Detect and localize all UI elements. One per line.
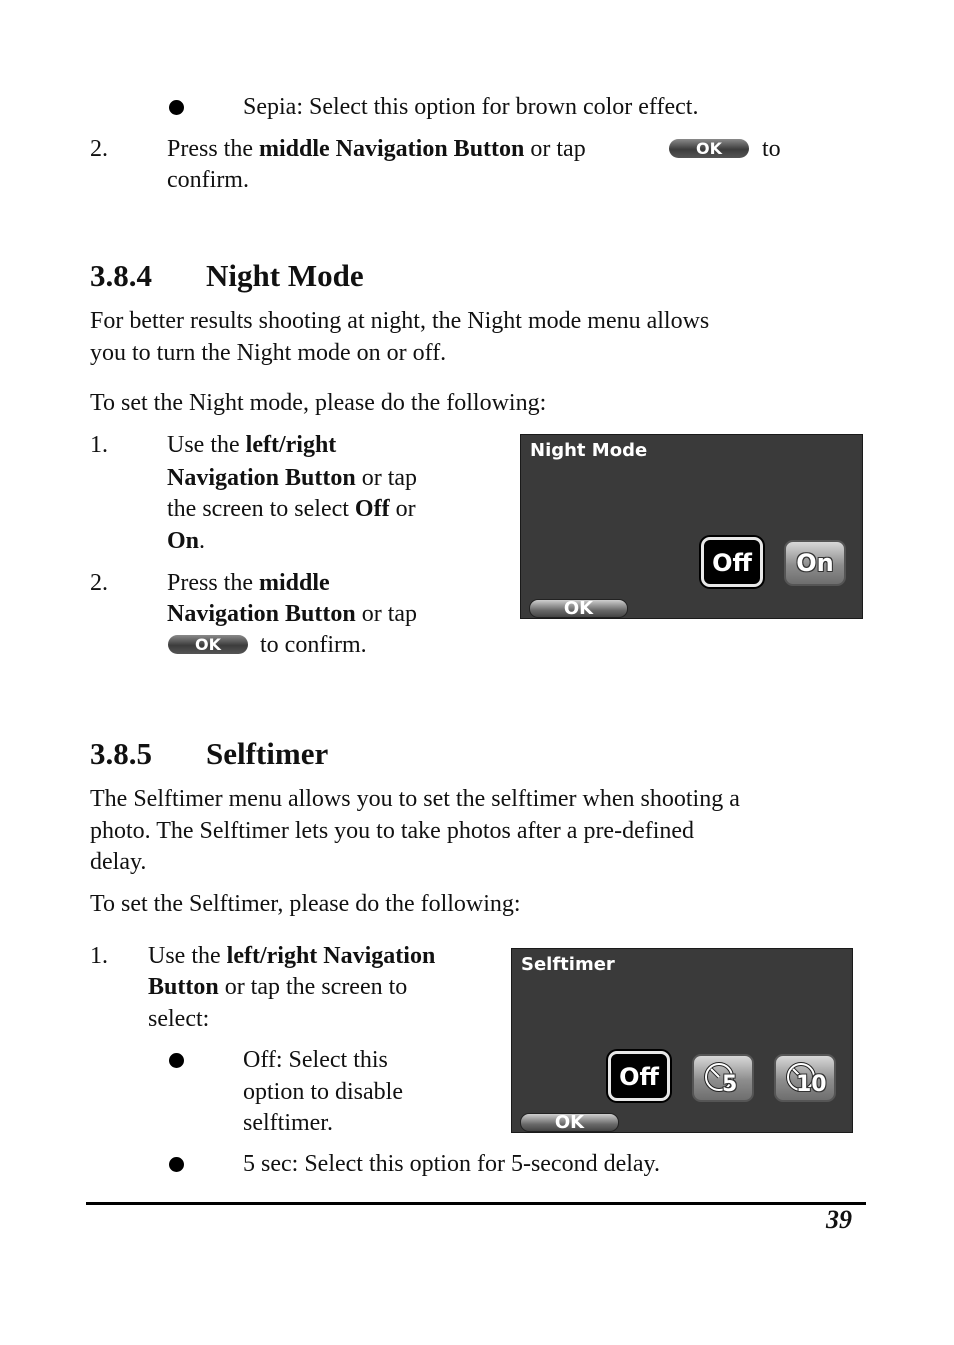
step-text [167, 430, 336, 461]
text: or [389, 496, 416, 522]
text: the screen to select [167, 496, 355, 522]
section-number: 3.8.5 [90, 736, 152, 771]
text: Press the [167, 570, 259, 596]
timer-value: 5 [722, 1072, 738, 1097]
ok-button-icon: OK [168, 635, 248, 654]
step-number: 2. [90, 136, 108, 162]
step-text [148, 941, 435, 972]
bold-text: Button [148, 974, 219, 1000]
bold-text: left/right [245, 432, 337, 458]
bold-text: Navigation Button [167, 465, 356, 491]
step-text [167, 599, 417, 630]
text: or tap [355, 465, 418, 491]
bold-text: middle [259, 570, 330, 596]
ok-button-icon: OK [669, 139, 749, 158]
step-text [167, 526, 205, 557]
bold-text: On [167, 528, 200, 554]
section-title: Selftimer [206, 736, 329, 771]
step-number: 1. [90, 432, 108, 458]
step-number: 1. [90, 943, 108, 969]
bullet-text: 5 sec: Select this option for 5-second delay. [243, 1151, 660, 1177]
bold-text: middle Navigation Button [259, 136, 525, 162]
screen-title: Night Mode [530, 440, 648, 461]
bullet-text: option to disable [243, 1079, 403, 1105]
night-on-option[interactable]: On [784, 540, 846, 586]
text: or tap [524, 136, 586, 162]
screen-ok-button[interactable]: OK [520, 1113, 619, 1132]
paragraph: you to turn the Night mode on or off. [90, 340, 447, 366]
selftimer-screenshot [511, 948, 853, 1133]
screen-ok-button[interactable]: OK [529, 599, 628, 618]
screen-title: Selftimer [521, 954, 615, 975]
night-mode-screenshot [520, 434, 863, 619]
text: Use the [167, 432, 246, 458]
paragraph: To set the Selftimer, please do the following: [90, 891, 521, 917]
bold-text: Navigation Button [167, 601, 356, 627]
text: . [199, 528, 206, 554]
footer-rule [86, 1202, 866, 1205]
bullet-sepia [169, 100, 184, 115]
text: confirm. [167, 167, 249, 193]
bullet-5sec [169, 1157, 184, 1172]
step-text: to confirm. [260, 632, 367, 658]
bold-text: Off [354, 496, 390, 522]
text: Use the [148, 943, 227, 969]
timer-value: 10 [796, 1072, 827, 1097]
night-off-option[interactable]: Off [701, 537, 763, 587]
step-text [167, 463, 417, 494]
text: Press the [167, 136, 259, 162]
paragraph: delay. [90, 849, 147, 875]
paragraph: To set the Night mode, please do the following: [90, 390, 547, 416]
text: or tap the screen to [218, 974, 408, 1000]
text: or tap [355, 601, 418, 627]
step-text [167, 494, 416, 525]
step-text [167, 568, 330, 599]
sepia-text: Sepia: Select this option for brown color effect. [243, 94, 699, 120]
page-number: 39 [826, 1205, 852, 1234]
top-step2-line1 [167, 134, 586, 165]
bullet-text: selftimer. [243, 1110, 333, 1136]
step-text [148, 972, 407, 1003]
bold-text: left/right Navigation [226, 943, 436, 969]
selftimer-5sec-option[interactable] [692, 1054, 754, 1102]
paragraph: photo. The Selftimer lets you to take photos after a pre-defined [90, 818, 695, 844]
paragraph: For better results shooting at night, the Night mode menu allows [90, 308, 710, 334]
selftimer-10sec-option[interactable] [774, 1054, 836, 1102]
section-title: Night Mode [206, 258, 364, 293]
step-text: select: [148, 1006, 210, 1032]
step-number: 2. [90, 570, 108, 596]
bullet-off [169, 1053, 184, 1068]
selftimer-off-option[interactable]: Off [608, 1051, 670, 1101]
bullet-text: Off: Select this [243, 1047, 388, 1073]
section-number: 3.8.4 [90, 258, 152, 293]
paragraph: The Selftimer menu allows you to set the selftimer when shooting a [90, 786, 740, 812]
text: to [762, 136, 781, 162]
